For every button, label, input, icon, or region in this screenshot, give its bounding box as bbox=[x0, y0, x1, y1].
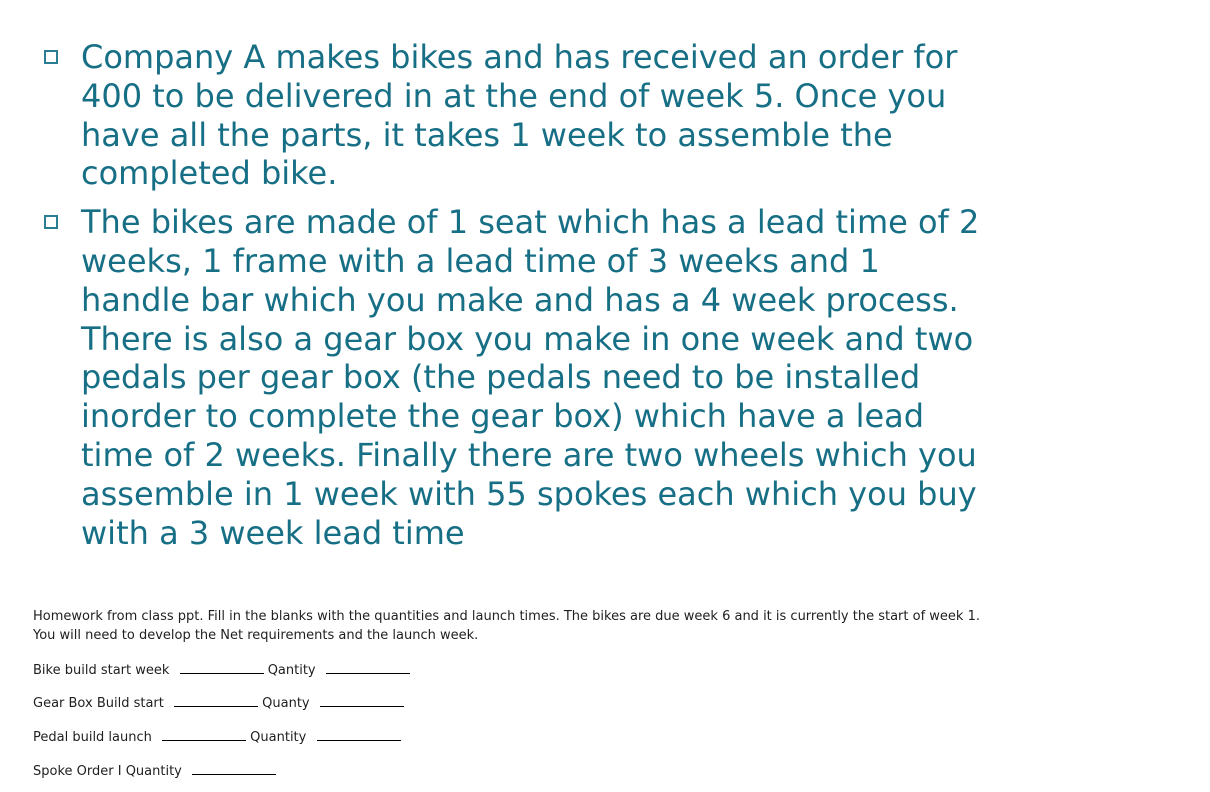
gear-box-quantity-label: Quanty bbox=[262, 696, 310, 711]
pedal-build-launch-label: Pedal build launch bbox=[33, 730, 152, 745]
slide-bullet-list bbox=[44, 38, 994, 562]
bullet-parts-lead-times bbox=[44, 203, 994, 552]
bike-quantity-label: Qantity bbox=[267, 663, 316, 678]
square-bullet-icon bbox=[44, 215, 58, 229]
pedal-build-launch-blank[interactable] bbox=[162, 726, 246, 741]
bike-build-start-label: Bike build start week bbox=[33, 663, 170, 678]
pedal-quantity-blank[interactable] bbox=[317, 726, 401, 741]
spoke-order-quantity-label: Spoke Order I Quantity bbox=[33, 764, 182, 779]
square-bullet-icon bbox=[44, 50, 58, 64]
gear-box-build-start-label: Gear Box Build start bbox=[33, 696, 164, 711]
bullet-order-details bbox=[44, 38, 994, 193]
homework-instructions: Homework from class ppt. Fill in the blanks with the quantities and launch times. The bikes are due week 6 and it is currently the start of week 1. You will need to develop the Net requirements and the launch week. bbox=[33, 609, 980, 643]
bullet-text: The bikes are made of 1 seat which has a lead time of 2 weeks, 1 frame with a lead time of 3 weeks and 1 handle bar which you make and has a 4 week process. There is also a gear box you make in one week and two pedals per gear box (the pedals need to be installed inorder to complete the gear box) which have a lead time of 2 weeks. Finally there are two wheels which you assemble in 1 week with 55 spokes each which you buy with a 3 week lead time bbox=[81, 203, 980, 552]
spoke-order-quantity-blank[interactable] bbox=[192, 760, 276, 775]
gear-box-quantity-blank[interactable] bbox=[320, 692, 404, 707]
pedal-quantity-label: Quantity bbox=[250, 730, 307, 745]
bike-quantity-blank[interactable] bbox=[326, 659, 410, 674]
bike-build-row bbox=[33, 659, 410, 679]
gear-box-build-row bbox=[33, 692, 404, 712]
bullet-text: Company A makes bikes and has received an order for 400 to be delivered in at the end of week 5. Once you have all the parts, it takes 1 week to assemble the completed bike. bbox=[81, 38, 958, 193]
spoke-order-row bbox=[33, 760, 276, 780]
pedal-build-row bbox=[33, 726, 401, 746]
gear-box-build-start-blank[interactable] bbox=[174, 692, 258, 707]
bike-build-start-blank[interactable] bbox=[180, 659, 264, 674]
